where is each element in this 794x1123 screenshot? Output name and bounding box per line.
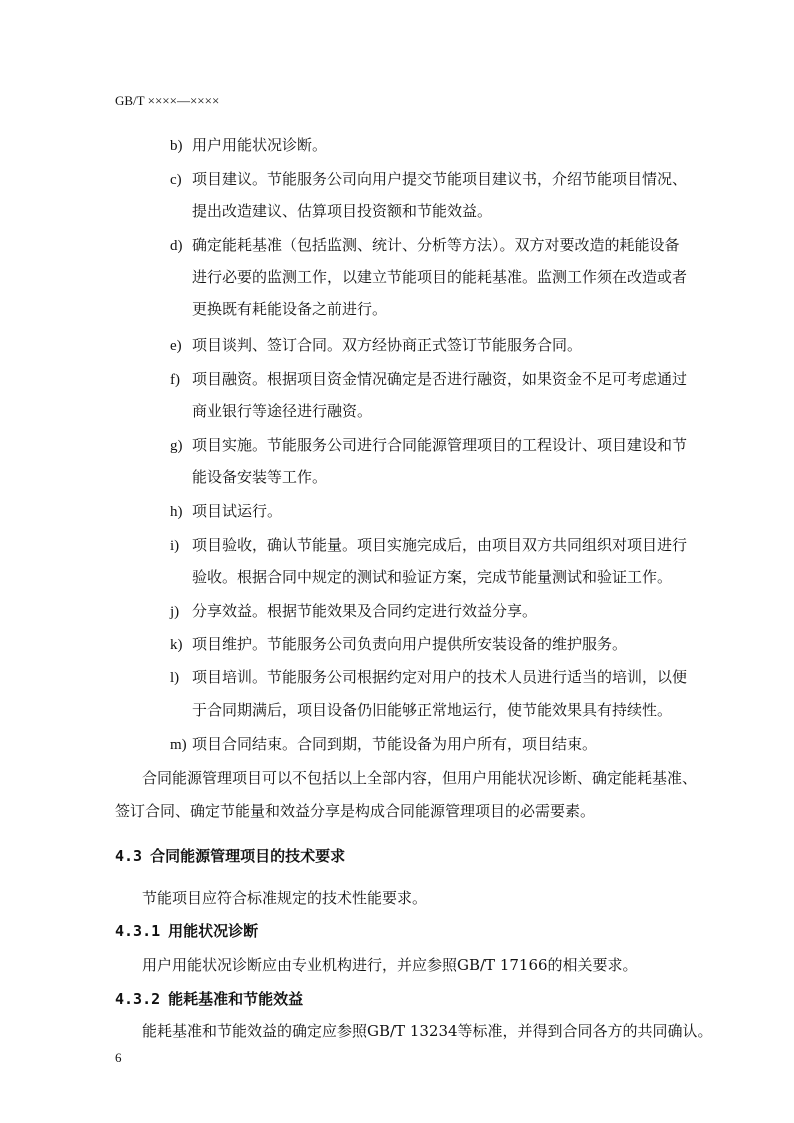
section-heading-4-3	[115, 845, 345, 866]
item-label: m)	[170, 737, 187, 753]
item-text: 项目合同结束。合同到期，节能设备为用户所有，项目结束。	[192, 735, 598, 753]
item-text: 项目融资。根据项目资金情况确定是否进行融资，如果资金不足可考虑通过	[192, 370, 688, 388]
list-item-c	[170, 168, 687, 189]
summary-paragraph-line: 合同能源管理项目可以不包括以上全部内容，但用户用能状况诊断、确定能耗基准、	[142, 769, 698, 787]
list-item-m	[170, 733, 597, 754]
section-text: 节能项目应符合标准规定的技术性能要求。	[142, 889, 428, 907]
item-label: e)	[170, 338, 182, 354]
section-title: 合同能源管理项目的技术要求	[150, 847, 346, 865]
standard-header: GB/T ××××—××××	[115, 93, 220, 108]
item-continuation: 更换既有耗能设备之前进行。	[192, 300, 388, 318]
section-number: 4.3	[115, 847, 143, 865]
section-text: 用户用能状况诊断应由专业机构进行，并应参照GB/T 17166的相关要求。	[142, 956, 638, 974]
list-item-k	[170, 633, 627, 654]
item-continuation: 提出改造建议、估算项目投资额和节能效益。	[192, 202, 493, 220]
item-continuation: 能设备安装等工作。	[192, 468, 328, 486]
section-title: 用能状况诊断	[168, 922, 259, 940]
list-item-e	[170, 334, 582, 355]
list-item-f	[170, 368, 687, 389]
item-label: c)	[170, 172, 182, 188]
section-title: 能耗基准和节能效益	[168, 990, 304, 1008]
item-label: g)	[170, 438, 183, 454]
item-label: f)	[170, 372, 180, 388]
item-text: 用户用能状况诊断。	[192, 136, 328, 154]
list-item-l	[170, 666, 687, 687]
section-text: 能耗基准和节能效益的确定应参照GB/T 13234等标准，并得到合同各方的共同确认。	[142, 1022, 713, 1040]
item-continuation: 于合同期满后，项目设备仍旧能够正常地运行，使节能效果具有持续性。	[192, 701, 673, 719]
item-continuation: 验收。根据合同中规定的测试和验证方案，完成节能量测试和验证工作。	[192, 568, 673, 586]
item-continuation: 进行必要的监测工作，以建立节能项目的能耗基准。监测工作须在改造或者	[192, 268, 688, 286]
list-item-d	[170, 234, 680, 255]
list-item-g	[170, 434, 687, 455]
section-heading-4-3-2	[115, 988, 303, 1009]
section-number: 4.3.2	[115, 990, 161, 1008]
item-label: j)	[170, 604, 180, 620]
item-label: d)	[170, 238, 183, 254]
item-text: 项目维护。节能服务公司负责向用户提供所安装设备的维护服务。	[192, 635, 628, 653]
item-continuation: 商业银行等途径进行融资。	[192, 402, 373, 420]
item-text: 项目培训。节能服务公司根据约定对用户的技术人员进行适当的培训，以便	[192, 668, 688, 686]
item-label: i)	[170, 538, 180, 554]
summary-paragraph-line: 签订合同、确定节能量和效益分享是构成合同能源管理项目的必需要素。	[115, 802, 596, 820]
item-label: l)	[170, 670, 180, 686]
section-number: 4.3.1	[115, 922, 161, 940]
item-text: 项目验收，确认节能量。项目实施完成后，由项目双方共同组织对项目进行	[192, 536, 688, 554]
item-text: 分享效益。根据节能效果及合同约定进行效益分享。	[192, 602, 538, 620]
list-item-i	[170, 534, 687, 555]
section-heading-4-3-1	[115, 920, 258, 941]
item-text: 确定能耗基准（包括监测、统计、分析等方法）。双方对要改造的耗能设备	[192, 236, 680, 254]
item-label: b)	[170, 138, 183, 154]
item-label: h)	[170, 504, 183, 520]
page-number: 6	[115, 1050, 122, 1065]
item-text: 项目建议。节能服务公司向用户提交节能项目建议书，介绍节能项目情况、	[192, 170, 688, 188]
item-label: k)	[170, 637, 183, 653]
item-text: 项目试运行。	[192, 502, 283, 520]
item-text: 项目实施。节能服务公司进行合同能源管理项目的工程设计、项目建设和节	[192, 436, 688, 454]
item-text: 项目谈判、签订合同。双方经协商正式签订节能服务合同。	[192, 336, 583, 354]
list-item-b	[170, 134, 327, 155]
list-item-h	[170, 500, 282, 521]
list-item-j	[170, 600, 537, 621]
